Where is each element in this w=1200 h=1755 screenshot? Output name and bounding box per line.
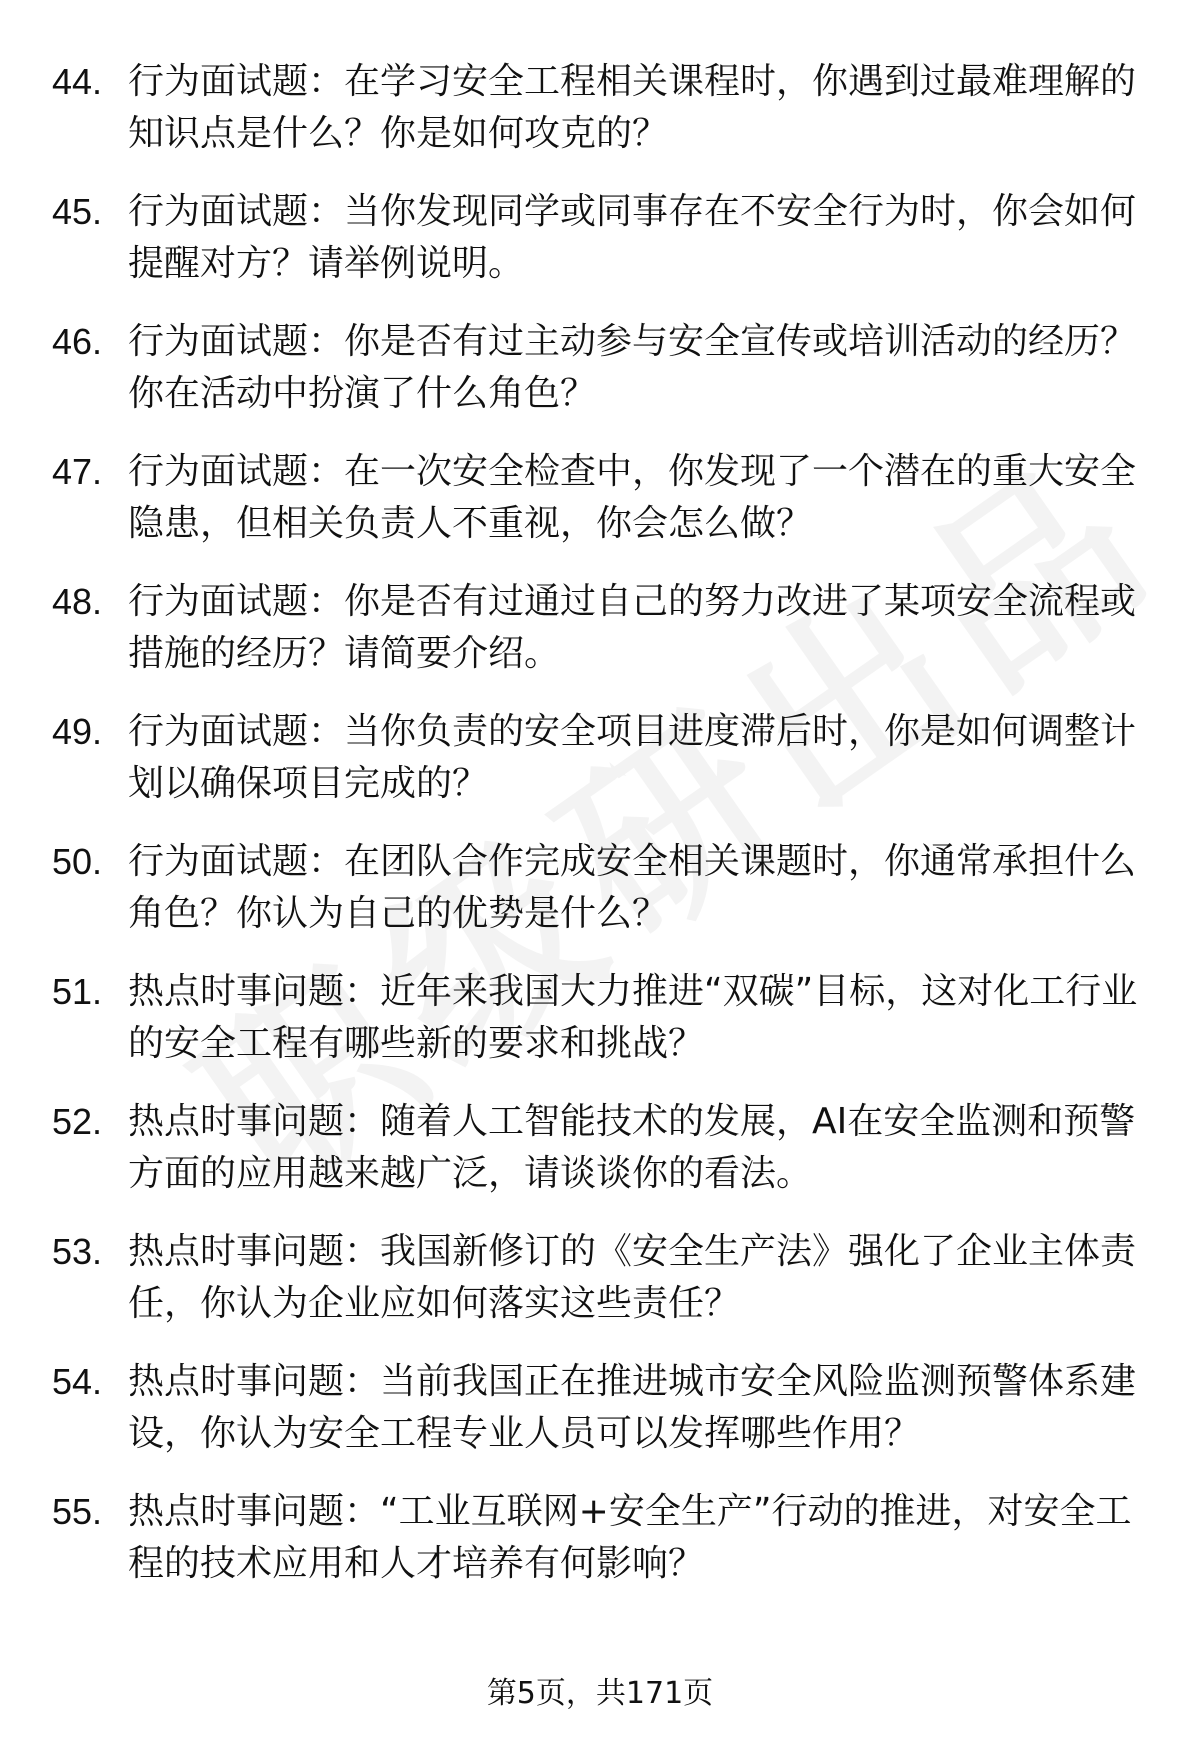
question-item	[0, 576, 1200, 706]
question-item	[0, 316, 1200, 446]
question-text: 热点时事问题：随着人工智能技术的发展，AI在安全监测和预警方面的应用越来越广泛，请谈谈你的看法。	[128, 1101, 1136, 1194]
question-item	[0, 1486, 1200, 1616]
question-text: 行为面试题：当你发现同学或同事存在不安全行为时，你会如何提醒对方？请举例说明。	[128, 191, 1137, 284]
question-item	[0, 706, 1200, 836]
question-text: 热点时事问题：近年来我国大力推进“双碳”目标，这对化工行业的安全工程有哪些新的要求和挑战？	[128, 971, 1138, 1064]
question-item	[0, 1356, 1200, 1486]
question-item	[0, 836, 1200, 966]
question-number: 45.	[52, 191, 103, 232]
question-text: 行为面试题：你是否有过主动参与安全宣传或培训活动的经历？你在活动中扮演了什么角色？	[128, 321, 1137, 414]
question-text: 行为面试题：你是否有过通过自己的努力改进了某项安全流程或措施的经历？请简要介绍。	[128, 581, 1137, 674]
question-text: 行为面试题：当你负责的安全项目进度滞后时，你是如何调整计划以确保项目完成的？	[128, 711, 1137, 804]
question-number: 49.	[52, 711, 103, 752]
question-number: 52.	[52, 1101, 103, 1142]
question-list	[0, 56, 1200, 1616]
question-item	[0, 186, 1200, 316]
question-text: 行为面试题：在团队合作完成安全相关课题时，你通常承担什么角色？你认为自己的优势是什么？	[128, 841, 1137, 934]
question-number: 46.	[52, 321, 103, 362]
question-number: 44.	[52, 61, 103, 102]
question-item	[0, 966, 1200, 1096]
question-number: 51.	[52, 971, 103, 1012]
question-number: 55.	[52, 1491, 103, 1532]
question-number: 50.	[52, 841, 103, 882]
question-item	[0, 56, 1200, 186]
question-number: 53.	[52, 1231, 103, 1272]
question-number: 47.	[52, 451, 103, 492]
question-text: 热点时事问题：“工业互联网+安全生产”行动的推进，对安全工程的技术应用和人才培养有何影响？	[128, 1491, 1132, 1584]
question-item	[0, 1096, 1200, 1226]
question-text: 行为面试题：在学习安全工程相关课程时，你遇到过最难理解的知识点是什么？你是如何攻克的？	[128, 61, 1137, 154]
question-text: 热点时事问题：我国新修订的《安全生产法》强化了企业主体责任，你认为企业应如何落实这些责任？	[128, 1231, 1137, 1324]
question-number: 48.	[52, 581, 103, 622]
page-number-label: 第5页，共171页	[486, 1676, 714, 1711]
question-item	[0, 1226, 1200, 1356]
question-number: 54.	[52, 1361, 103, 1402]
page-footer	[0, 1674, 1200, 1714]
question-text: 热点时事问题：当前我国正在推进城市安全风险监测预警体系建设，你认为安全工程专业人员可以发挥哪些作用？	[128, 1361, 1137, 1454]
question-item	[0, 446, 1200, 576]
question-text: 行为面试题：在一次安全检查中，你发现了一个潜在的重大安全隐患，但相关负责人不重视，你会怎么做？	[128, 451, 1137, 544]
